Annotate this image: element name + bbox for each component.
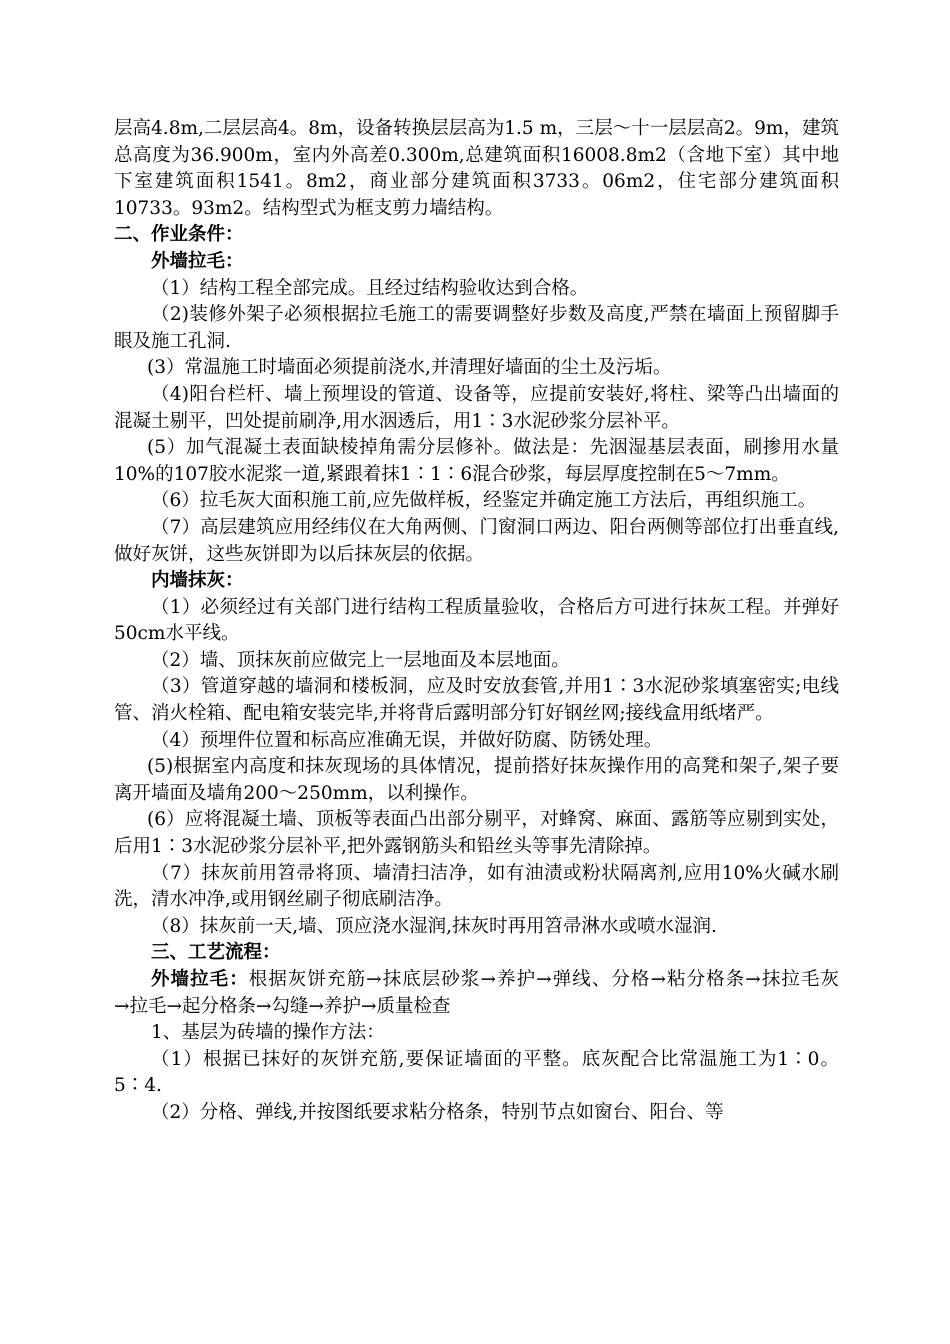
interior-condition-4: （4）预埋件位置和标高应准确无误，并做好防腐、防锈处理。 — [151, 729, 663, 751]
interior-condition-6: (6）应将混凝土墙、顶板等表面凸出部分剔平，对蜂窝、麻面、露筋等应剔到实处，后用1∶3水泥砂浆分层补平,把外露钢筋头和铅丝头等事先清除掉。 — [114, 809, 839, 858]
interior-condition-8: （8）抹灰前一天,墙、顶应浇水湿润,抹灰时再用笤帚淋水或喷水湿润. — [151, 915, 717, 937]
process-flow-exterior — [114, 967, 877, 1020]
interior-condition-7: （7）抹灰前用笤帚将顶、墙清扫洁净，如有油渍或粉状隔离剂,应用10%火碱水刷洗，清水冲净,或用钢丝刷子彻底刷洁净。 — [114, 862, 839, 911]
subheading-exterior-roughcast: 外墙拉毛： — [151, 250, 244, 272]
subheading-interior-plastering: 内墙抹灰： — [151, 570, 244, 592]
process-flow-steps: 根据灰饼充筋→抹底层砂浆→养护→弹线、分格→粘分格条→抹拉毛灰 →拉毛→起分格条→勾缝→养护→质量检查 — [114, 969, 877, 1017]
section-heading-work-conditions: 二、作业条件： — [114, 224, 244, 246]
process-flow-label: 外墙拉毛： — [151, 969, 249, 990]
exterior-condition-1: （1）结构工程全部完成。且经过结构验收达到合格。 — [151, 277, 589, 299]
brick-wall-method-heading: 1、基层为砖墙的操作方法： — [151, 1022, 385, 1044]
document-page — [114, 116, 877, 1127]
exterior-condition-7: （7）高层建筑应用经纬仪在大角两侧、门窗洞口两边、阳台两侧等部位打出垂直线,做好灰饼，这些灰饼即为以后抹灰层的依据。 — [114, 516, 839, 565]
exterior-condition-4: （4)阳台栏杆、墙上预埋设的管道、设备等，应提前安装好,将柱、梁等凸出墙面的混凝土剔平，凹处提前刷净,用水洇透后，用1∶3水泥砂浆分层补平。 — [114, 383, 839, 432]
section-heading-process-flow: 三、工艺流程： — [151, 942, 281, 964]
exterior-condition-3: (3）常温施工时墙面必须提前浇水,并清理好墙面的尘土及污垢。 — [147, 357, 672, 379]
interior-condition-1: （1）必须经过有关部门进行结构工程质量验收，合格后方可进行抹灰工程。并弹好50cm水平线。 — [114, 596, 839, 645]
brick-wall-step-1: （1）根据已抹好的灰饼充筋,要保证墙面的平整。底灰配合比常温施工为1∶0。5∶4. — [114, 1048, 839, 1097]
project-overview-paragraph: 层高4.8m,二层层高4。8m，设备转换层层高为1.5 m，三层～十一层层高2。9m，建筑总高度为36.900m，室内外高差0.300m,总建筑面积16008.8m2（含地下室）其中地下室建筑面积1541。8m2，商业部分建筑面积3733。06m2，住宅部分建筑面积10733。93m2。结构型式为框支剪力墙结构。 — [114, 118, 839, 219]
exterior-condition-5: (5）加气混凝土表面缺棱掉角需分层修补。做法是：先洇湿基层表面，刷掺用水量10%的107胶水泥浆一道,紧跟着抹1∶1∶6混合砂浆，每层厚度控制在5～7mm。 — [114, 437, 839, 485]
exterior-condition-6: （6）拉毛灰大面积施工前,应先做样板，经鉴定并确定施工方法后，再组织施工。 — [151, 490, 817, 512]
interior-condition-3: （3）管道穿越的墙洞和楼板洞，应及时安放套管,并用1∶3水泥砂浆填塞密实;电线管、消火栓箱、配电箱安装完毕,并将背后露明部分钉好钢丝网;接线盒用纸堵严。 — [114, 676, 839, 725]
brick-wall-step-2: （2）分格、弹线,并按图纸要求粘分格条，特别节点如窗台、阳台、等 — [151, 1101, 724, 1123]
interior-condition-5: (5)根据室内高度和抹灰现场的具体情况，提前搭好抹灰操作用的高凳和架子,架子要离开墙面及墙角200～250mm，以利操作。 — [114, 756, 839, 804]
exterior-condition-2: （2)装修外架子必须根据拉毛施工的需要调整好步数及高度,严禁在墙面上预留脚手眼及施工孔洞. — [114, 304, 839, 352]
interior-condition-2: （2）墙、顶抹灰前应做完上一层地面及本层地面。 — [151, 649, 570, 671]
